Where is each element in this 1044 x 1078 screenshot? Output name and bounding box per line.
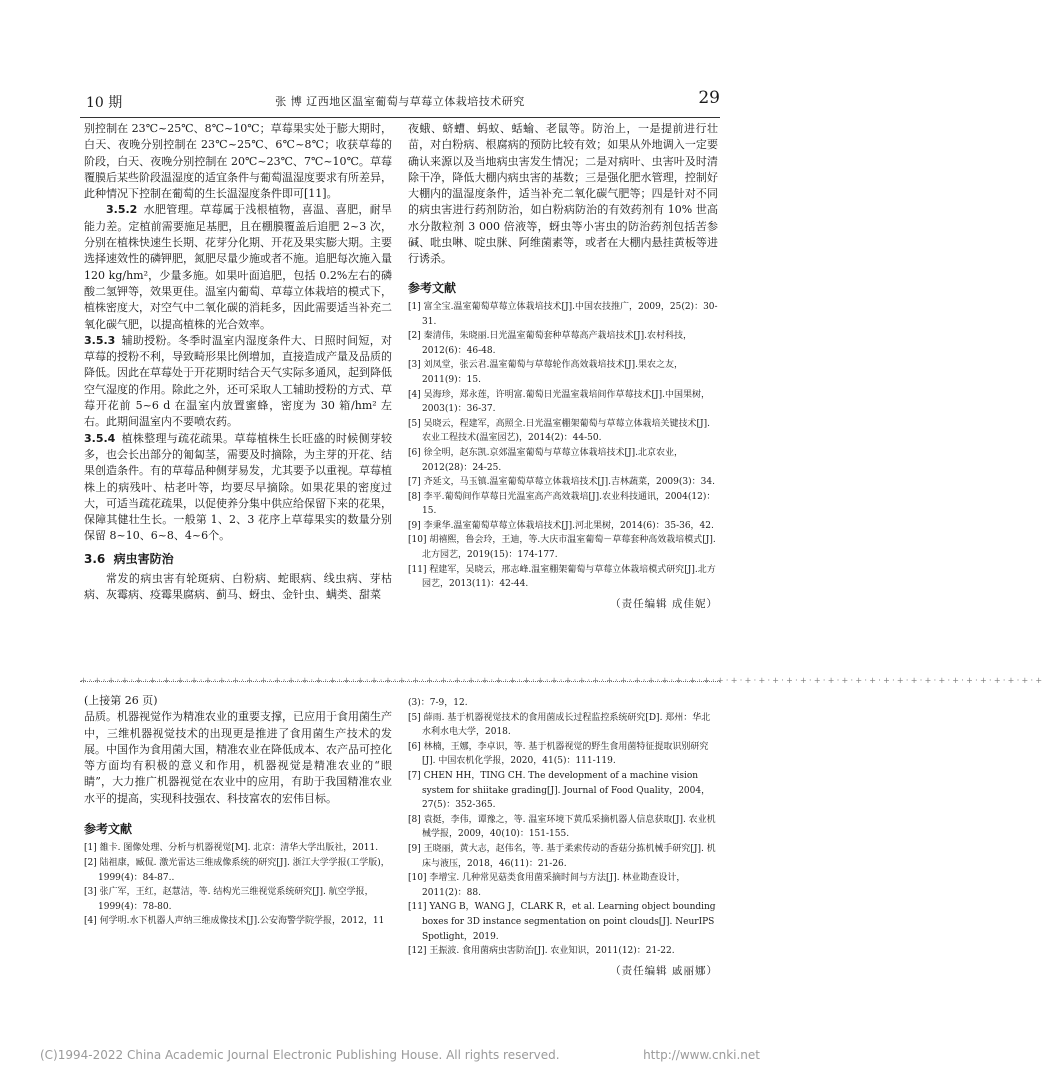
page-number: 29: [698, 88, 720, 108]
references-heading: 参考文献: [408, 280, 457, 295]
reference-item: [4] 何学明.水下机器人声纳三维成像技术[J].公安海警学院学报，2012，11: [84, 916, 385, 927]
reference-item: [1] 富全宝.温室葡萄草莓立体栽培技术[J].中国农技推广，2009，25(2)：30-31.: [408, 301, 718, 327]
section-number: 3.5.3: [84, 333, 116, 347]
reference-item: [12] 王振波. 食用菌病虫害防治[J]. 农业知识，2011(12)：21-22.: [408, 946, 675, 957]
left-column-bottom: [84, 693, 392, 929]
running-title: 张 博 辽西地区温室葡萄与草莓立体栽培技术研究: [275, 95, 525, 108]
issue-number: 10 期: [86, 95, 123, 111]
copyright-text: (C)1994-2022 China Academic Journal Electronic Publishing House. All rights reserved.: [40, 1048, 560, 1062]
reference-item: [1] 雒卡. 图像处理、分析与机器视觉[M]. 北京：清华大学出版社，2011.: [84, 843, 379, 854]
reference-item: [7] CHEN HH，TING CH. The development of a machine vision system for shiitake grading[J]. Journal of Food Quality，2004，27(5)：352-365.: [408, 770, 711, 811]
reference-list: [408, 696, 718, 959]
reference-item: [9] 李秉华.温室葡萄草莓立体栽培技术[J].河北果树，2014(6)：35-36，42.: [408, 520, 714, 531]
section-3-5-3: [84, 333, 392, 431]
reference-item: [8] 李平.葡萄间作草莓日光温室高产高效栽培[J].农业科技通讯，2004(12)：15.: [408, 491, 716, 517]
cnki-link[interactable]: http://www.cnki.net: [643, 1048, 760, 1062]
reference-list: [84, 841, 392, 929]
reference-item: [2] 秦清伟，朱晓丽.日光温室葡萄套种草莓高产栽培技术[J].农村科技，2012(6)：46-48.: [408, 331, 692, 356]
responsible-editor: （责任编辑 戚丽娜）: [610, 964, 718, 977]
paragraph: 夜蛾、蛴螬、蚂蚁、蛞蝓、老鼠等。防治上，一是提前进行壮苗，对白粉病、根腐病的预防比较有效；如果从外地调入一定要确认来源以及当地病虫害发生情况；二是对病叶、虫害叶及时清除干净，降低大棚内病虫害的基数；三是强化肥水管理，控制好大棚内的温湿度条件，适当补充二氧化碳气肥等；四是针对不同的病虫害进行药剂防治，如白粉病防治的有效药剂有 10% 世高水分散粒剂 3 000 倍液等，蚜虫等小害虫的防治药剂包括苦参碱、吡虫啉、啶虫脒、阿维菌素等，或者在大棚内悬挂黄板等进行诱杀。: [408, 122, 718, 266]
section-text: 辅助授粉。冬季时温室内湿度条件大、日照时间短，对草莓的授粉不利，导致畸形果比例增加，直接造成产量及品质的降低。因此在草莓处于开花期时结合天气实际多通风，起到降低空气湿度的作用。除此之外，还可采取人工辅助授粉的方式、草莓开花前 5~6 d 在温室内放置蜜蜂，密度为 30 箱/hm² 左右。此期间温室内不要喷农药。: [84, 333, 392, 429]
section-number: 3.5.4: [84, 431, 116, 445]
section-text: 水肥管理。草莓属于浅根植物，喜温、喜肥，耐旱能力差。定植前需要施足基肥，且在棚膜覆盖后追肥 2~3 次，分别在植株快速生长期、花芽分化期、开花及果实膨大期。主要选择速效性的磷钾肥，氮肥尽量少施或者不施。追肥每次施入量 120 kg/hm²，少量多施。如果叶面追肥，包括 0.2%左右的磷酸二氢钾等，效果更佳。温室内葡萄、草莓立体栽培的模式下，植株密度大，对空气中二氧化碳的消耗多，因此需要适当补充二氧化碳气肥，以提高植株的光合效率。: [84, 203, 392, 331]
section-number: 3.6: [84, 551, 106, 566]
reference-list: [408, 300, 718, 592]
section-number: 3.5.2: [106, 203, 138, 217]
references-heading: 参考文献: [84, 822, 133, 837]
paragraph: 别控制在 23℃~25℃、8℃~10℃；草莓果实处于膨大期时，白天、夜晚分别控制在 23℃~25℃、6℃~8℃；收获草莓的阶段，白天、夜晚分别控制在 20℃~23℃、7℃~10℃。草莓覆膜后某些阶段温湿度的适宜条件与葡萄温湿度要求有所差异，此种情况下控制在葡萄的生长温湿度条件即可[11]。: [84, 122, 392, 201]
reference-item: [2] 陆祖康，臧侃. 激光雷达三维成像系统的研究[J]. 浙江大学学报(工学版)，1999(4)：84-87..: [84, 857, 390, 883]
reference-item: [9] 王晓丽，黄大志，赵伟名，等. 基于柔索传动的香菇分拣机械手研究[J]. 机床与液压，2018，46(11)：21-26.: [408, 843, 716, 869]
paragraph: 品质。机器视觉作为精准农业的重要支撑，已应用于食用菌生产中，三维机器视觉技术的出现更是推进了食用菌生产技术的发展。中国作为食用菌大国，精准农业在降低成本、农产品可控化等方面均有积极的意义和作用，机器视觉是精准农业的“眼睛”，大力推广机器视觉在农业中的应用，有助于我国精准农业水平的提高，实现科技强农、科技富农的宏伟目标。: [84, 710, 392, 805]
section-3-5-2: [84, 202, 392, 332]
header-rule: [80, 117, 720, 118]
left-column-top: [84, 121, 392, 604]
reference-item: [7] 齐延文，马玉镇.温室葡萄草莓立体栽培技术[J].吉林蔬菜，2009(3)：34.: [408, 477, 715, 488]
page-header: [80, 88, 720, 114]
section-title: 病虫害防治: [113, 551, 174, 566]
responsible-editor: （责任编辑 成佳妮）: [610, 597, 718, 610]
reference-item: [11] YANG B，WANG J，CLARK R，et al. Learning object bounding boxes for 3D instance segmentation on point clouds[J]. NeurIPS Spotlight，2019.: [408, 902, 716, 942]
reference-item: [5] 吴晓云，程建军，高照全.日光温室棚架葡萄与草莓立体栽培关键技术[J].农业工程技术(温室园艺)，2014(2)：44-50.: [408, 418, 710, 444]
reference-item: [6] 林楠，王娜，李卓识，等. 基于机器视觉的野生食用菌特征提取识别研究[J]. 中国农机化学报，2020，41(5)：111-119.: [408, 741, 709, 767]
reference-item: [10] 胡禧熙，鲁会玲，王迪，等.大庆市温室葡萄－草莓套种高效栽培模式[J].北方园艺，2019(15)：174-177.: [408, 535, 716, 561]
reference-item: (3)：7-9，12.: [408, 698, 468, 708]
section-text: 植株整理与疏花疏果。草莓植株生长旺盛的时候侧芽较多，也会长出部分的匍匐茎，需要及时摘除，为主芽的开花、结果创造条件。有的草莓品种侧芽易发，尤其要予以重视。草莓植株上的病残叶、枯老叶等，均要尽早摘除。如果花果的密度过大，可适当疏花疏果，以促使养分集中供应给保留下来的花果，保障其健壮生长。一般第 1、2、3 花序上草莓果实的数量分别保留 8~10、6~8、4~6个。: [84, 431, 392, 543]
section-3-5-4: [84, 431, 392, 545]
reference-item: [6] 徐全明，赵东凯.京郊温室葡萄与草莓立体栽培技术[J].北京农业，2012(28)：24-25.: [408, 447, 683, 473]
reference-item: [3] 张广军，王红，赵慧洁，等. 结构光三维视觉系统研究[J]. 航空学报，1999(4)：78-80.: [84, 887, 374, 912]
reference-item: [3] 刘凤堂，张云君.温室葡萄与草莓轮作高效栽培技术[J].果农之友，2011(9)：15.: [408, 360, 683, 385]
right-column-top: [408, 121, 718, 612]
section-separator-pattern: +·+·+·+·+·+·+·+·+·+·+·+·+·+·+·+·+·+·+·+·+·+·+·+·+·+·+·+·+·+·+·+·+·+·+·+·+·+·+·+·+·+·+·+·+·+·+·+·+·+·+·+·+·+·+·+·+·+·+·+·+·+·+·+·+·+·+·+·+·+: [80, 676, 1044, 685]
reference-item: [8] 袁挺，李伟，谭豫之，等. 温室环境下黄瓜采摘机器人信息获取[J]. 农业机械学报，2009，40(10)：151-155.: [408, 814, 716, 840]
reference-item: [5] 薛雨. 基于机器视觉技术的食用菌成长过程监控系统研究[D]. 郑州：华北水利水电大学，2018.: [408, 712, 711, 738]
reference-item: [4] 吴海珍，郑永莲，许明富.葡萄日光温室栽培间作草莓技术[J].中国果树，2003(1)：36-37.: [408, 389, 710, 415]
continuation-note: (上接第 26 页): [84, 694, 158, 707]
reference-item: [10] 李增宝. 几种常见菇类食用菌采摘时间与方法[J]. 林业勘查设计，2011(2)：88.: [408, 873, 686, 898]
section-separator: [80, 681, 720, 682]
reference-item: [11] 程建军，吴晓云，邢志峰.温室棚架葡萄与草莓立体栽培模式研究[J].北方园艺，2013(11)：42-44.: [408, 564, 716, 590]
section-3-6-heading: [84, 551, 392, 567]
right-column-bottom: [408, 696, 718, 979]
paragraph: 常发的病虫害有轮斑病、白粉病、蛇眼病、线虫病、芽枯病、灰霉病、疫霉果腐病、蓟马、蚜虫、金针虫、螨类、甜菜: [84, 572, 392, 602]
